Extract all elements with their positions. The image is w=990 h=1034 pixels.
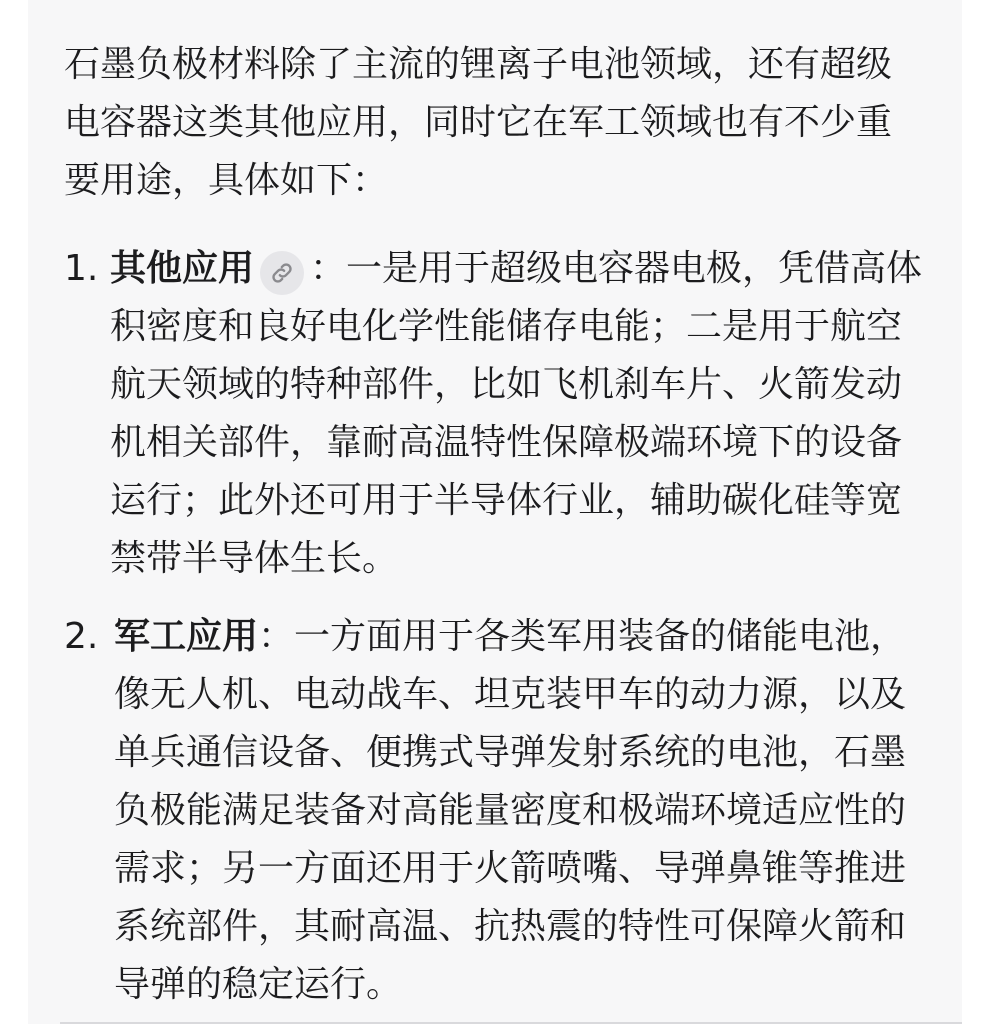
item-body: 一方面用于各类军用装备的储能电池，像无人机、电动战车、坦克装甲车的动力源，以及单兵通信设备、便携式导弹发射系统的电池，石墨负极能满足装备对高能量密度和极端环境适应性的需求；另一方面还用于火箭喷嘴、导弹鼻锥等推进系统部件，其耐高温、抗热震的特性可保障火箭和导弹的稳定运行。 [114, 616, 907, 1005]
link-icon [269, 260, 295, 286]
list-item-military-applications [64, 608, 924, 1014]
list-number: 1. [64, 248, 99, 289]
item-separator: ： [310, 248, 347, 289]
item-title: 其他应用 [110, 248, 255, 289]
item-title: 军工应用 [114, 616, 259, 657]
intro-paragraph: 石墨负极材料除了主流的锂离子电池领域，还有超级电容器这类其他应用，同时它在军工领域也有不少重要用途，具体如下： [64, 44, 893, 201]
item-body: 一是用于超级电容器电极，凭借高体积密度和良好电化学性能储存电能；二是用于航空航天领域的特种部件，比如飞机刹车片、火箭发动机相关部件，靠耐高温特性保障极端环境下的设备运行；此外还可用于半导体行业，辅助碳化硅等宽禁带半导体生长。 [110, 248, 923, 579]
list-item-other-applications [64, 240, 924, 588]
message-card [28, 0, 962, 1024]
item-separator: ： [258, 616, 295, 657]
numbered-list [64, 240, 924, 1034]
source-link-button[interactable] [260, 251, 304, 295]
list-number: 2. [64, 616, 99, 657]
